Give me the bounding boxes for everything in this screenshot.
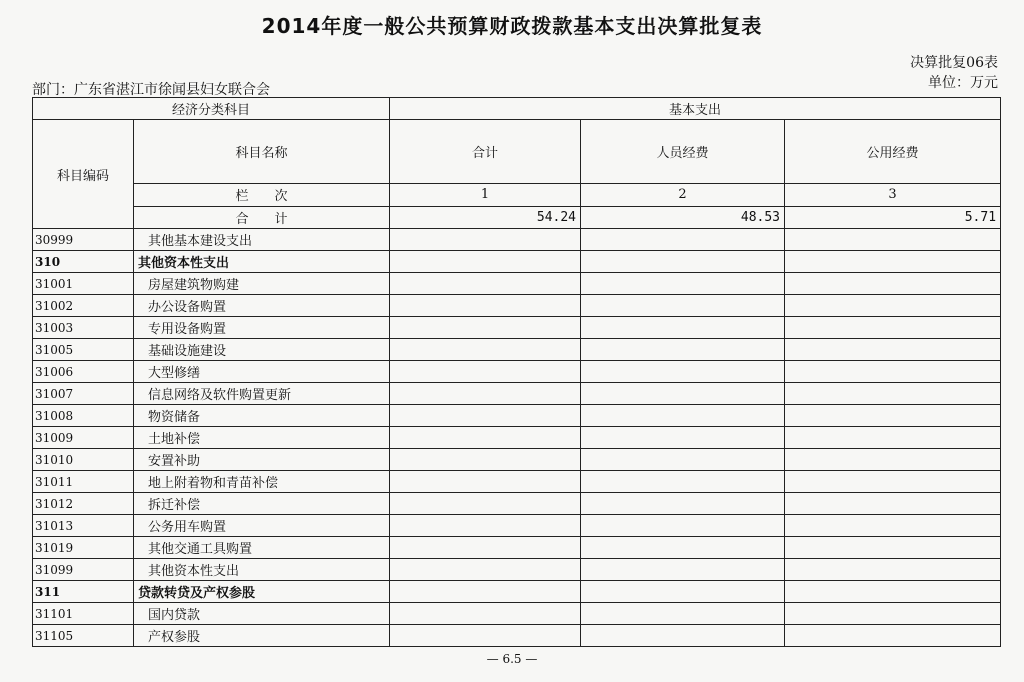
row-code: 31002 <box>33 295 134 317</box>
row-code: 31099 <box>33 559 134 581</box>
table-row <box>33 493 1001 515</box>
row-name: 贷款转贷及产权参股 <box>134 581 390 603</box>
header-code: 科目编码 <box>33 120 134 229</box>
unit-label: 单位：万元 <box>928 75 998 91</box>
table-row <box>33 229 1001 251</box>
row-code: 31011 <box>33 471 134 493</box>
row-code: 31001 <box>33 273 134 295</box>
row-public <box>785 471 1001 493</box>
row-personnel <box>581 515 785 537</box>
row-personnel <box>581 581 785 603</box>
row-total <box>390 559 581 581</box>
table-row <box>33 427 1001 449</box>
table-row <box>33 339 1001 361</box>
row-personnel <box>581 493 785 515</box>
row-personnel <box>581 295 785 317</box>
table-row <box>33 295 1001 317</box>
row-name: 其他资本性支出 <box>134 251 390 273</box>
table-row <box>33 317 1001 339</box>
row-personnel <box>581 251 785 273</box>
row-name: 大型修缮 <box>134 361 390 383</box>
row-code: 311 <box>33 581 134 603</box>
table-row <box>33 251 1001 273</box>
row-code: 31005 <box>33 339 134 361</box>
row-name: 产权参股 <box>134 625 390 647</box>
row-code: 30999 <box>33 229 134 251</box>
row-public <box>785 361 1001 383</box>
row-name: 基础设施建设 <box>134 339 390 361</box>
table-row <box>33 559 1001 581</box>
row-total <box>390 251 581 273</box>
table-row <box>33 449 1001 471</box>
sum-label: 合 计 <box>134 206 390 228</box>
row-name: 房屋建筑物购建 <box>134 273 390 295</box>
sum-public: 5.71 <box>785 206 1001 228</box>
row-code: 31012 <box>33 493 134 515</box>
row-code: 31101 <box>33 603 134 625</box>
row-name: 其他基本建设支出 <box>134 229 390 251</box>
table-row <box>33 581 1001 603</box>
row-personnel <box>581 273 785 295</box>
row-public <box>785 493 1001 515</box>
header-basic-expenditure: 基本支出 <box>390 98 1001 120</box>
header-personnel: 人员经费 <box>581 120 785 184</box>
row-personnel <box>581 559 785 581</box>
row-public <box>785 317 1001 339</box>
row-personnel <box>581 383 785 405</box>
row-personnel <box>581 603 785 625</box>
row-name: 国内贷款 <box>134 603 390 625</box>
row-public <box>785 427 1001 449</box>
row-code: 31006 <box>33 361 134 383</box>
row-total <box>390 295 581 317</box>
row-total <box>390 515 581 537</box>
column-index-3: 3 <box>785 184 1001 206</box>
row-name: 安置补助 <box>134 449 390 471</box>
row-total <box>390 361 581 383</box>
row-public <box>785 603 1001 625</box>
row-name: 专用设备购置 <box>134 317 390 339</box>
row-public <box>785 273 1001 295</box>
row-code: 31008 <box>33 405 134 427</box>
row-code: 31007 <box>33 383 134 405</box>
row-name: 地上附着物和青苗补偿 <box>134 471 390 493</box>
row-personnel <box>581 339 785 361</box>
row-code: 310 <box>33 251 134 273</box>
row-public <box>785 295 1001 317</box>
row-total <box>390 383 581 405</box>
sum-total: 54.24 <box>390 206 581 228</box>
row-public <box>785 383 1001 405</box>
row-public <box>785 515 1001 537</box>
table-row <box>33 273 1001 295</box>
row-code: 31010 <box>33 449 134 471</box>
table-body <box>33 229 1001 647</box>
row-public <box>785 559 1001 581</box>
row-total <box>390 603 581 625</box>
row-personnel <box>581 625 785 647</box>
row-personnel <box>581 317 785 339</box>
row-total <box>390 317 581 339</box>
row-name: 土地补偿 <box>134 427 390 449</box>
row-total <box>390 273 581 295</box>
table-row <box>33 625 1001 647</box>
row-public <box>785 537 1001 559</box>
expenditure-table <box>32 97 1001 647</box>
header-name: 科目名称 <box>134 120 390 184</box>
row-total <box>390 537 581 559</box>
row-public <box>785 339 1001 361</box>
page-title: 2014年度一般公共预算财政拨款基本支出决算批复表 <box>261 14 763 38</box>
row-code: 31009 <box>33 427 134 449</box>
row-total <box>390 339 581 361</box>
row-code: 31013 <box>33 515 134 537</box>
row-code: 31019 <box>33 537 134 559</box>
row-total <box>390 229 581 251</box>
row-public <box>785 449 1001 471</box>
table-row <box>33 361 1001 383</box>
row-name: 其他资本性支出 <box>134 559 390 581</box>
sum-personnel: 48.53 <box>581 206 785 228</box>
table-row <box>33 405 1001 427</box>
row-code: 31105 <box>33 625 134 647</box>
row-name: 拆迁补偿 <box>134 493 390 515</box>
row-personnel <box>581 471 785 493</box>
row-public <box>785 405 1001 427</box>
header-econ-category: 经济分类科目 <box>33 98 390 120</box>
form-number: 决算批复06表 <box>910 55 998 71</box>
row-name: 办公设备购置 <box>134 295 390 317</box>
row-public <box>785 625 1001 647</box>
table-row <box>33 383 1001 405</box>
row-total <box>390 493 581 515</box>
row-personnel <box>581 229 785 251</box>
row-total <box>390 471 581 493</box>
row-total <box>390 581 581 603</box>
column-index-2: 2 <box>581 184 785 206</box>
row-code: 31003 <box>33 317 134 339</box>
row-public <box>785 229 1001 251</box>
row-total <box>390 449 581 471</box>
table-row <box>33 603 1001 625</box>
row-total <box>390 405 581 427</box>
row-public <box>785 581 1001 603</box>
column-index-label: 栏 次 <box>134 184 390 206</box>
header-public: 公用经费 <box>785 120 1001 184</box>
header-total: 合计 <box>390 120 581 184</box>
row-name: 信息网络及软件购置更新 <box>134 383 390 405</box>
column-index-1: 1 <box>390 184 581 206</box>
page-number: — 6.5 — <box>486 652 538 666</box>
row-personnel <box>581 361 785 383</box>
department-label: 部门：广东省湛江市徐闻县妇女联合会 <box>32 82 270 98</box>
row-personnel <box>581 405 785 427</box>
row-name: 其他交通工具购置 <box>134 537 390 559</box>
row-personnel <box>581 427 785 449</box>
row-name: 物资储备 <box>134 405 390 427</box>
row-personnel <box>581 537 785 559</box>
table-row <box>33 471 1001 493</box>
row-personnel <box>581 449 785 471</box>
row-total <box>390 427 581 449</box>
row-total <box>390 625 581 647</box>
row-public <box>785 251 1001 273</box>
table-row <box>33 515 1001 537</box>
table-row <box>33 537 1001 559</box>
row-name: 公务用车购置 <box>134 515 390 537</box>
